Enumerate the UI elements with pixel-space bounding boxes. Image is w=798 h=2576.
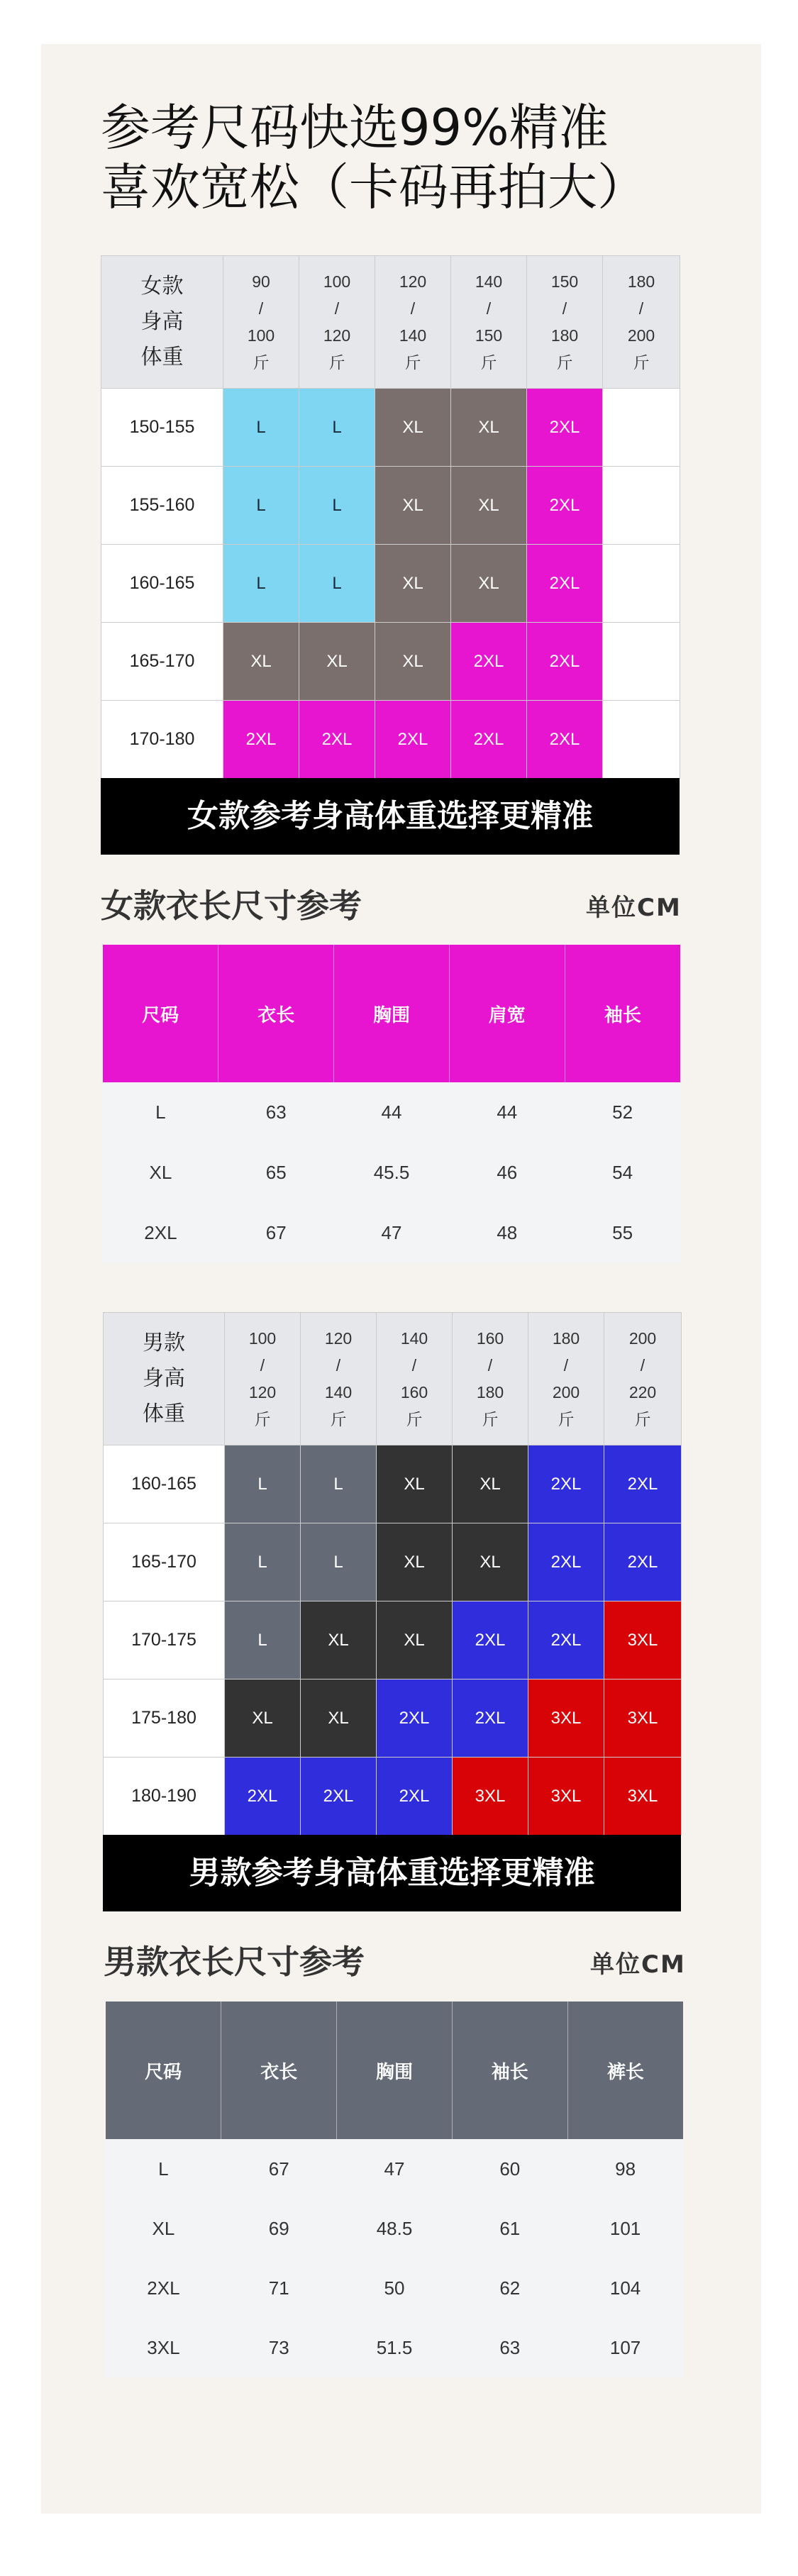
weight-label-part: 斤 — [633, 353, 650, 372]
size-cell: L — [225, 1601, 301, 1680]
page-headline — [101, 98, 697, 217]
column-header: 胸围 — [334, 945, 450, 1082]
grid-corner — [104, 1313, 225, 1445]
size-cell: 2XL — [528, 1523, 604, 1601]
grid-row — [104, 1680, 682, 1758]
height-range-label: 165-170 — [104, 1523, 225, 1601]
grid-row — [101, 467, 680, 545]
height-range-label: 150-155 — [101, 389, 223, 467]
table-cell: 3XL — [106, 2318, 221, 2377]
size-cell: 3XL — [453, 1758, 528, 1836]
size-cell: L — [299, 389, 375, 467]
size-cell: 2XL — [451, 623, 527, 701]
corner-line: 体重 — [143, 1402, 185, 1426]
size-cell: 3XL — [528, 1758, 604, 1836]
height-range-label: 170-180 — [101, 701, 223, 779]
empty-cell — [603, 467, 680, 545]
size-cell: L — [299, 545, 375, 623]
table-cell: 44 — [334, 1082, 450, 1143]
weight-label-part: 180 — [550, 326, 579, 345]
corner-line: 身高 — [143, 1367, 185, 1390]
table-cell: 54 — [565, 1143, 680, 1203]
grid-corner — [101, 256, 223, 389]
size-cell: 2XL — [299, 701, 375, 779]
weight-label-part: / — [334, 299, 340, 318]
size-cell: XL — [377, 1601, 453, 1680]
women-grid-banner: 女款参考身高体重选择更精准 — [101, 778, 680, 855]
table-cell: 63 — [452, 2318, 567, 2377]
table-cell: 47 — [334, 1203, 450, 1263]
size-cell: 3XL — [528, 1680, 604, 1758]
weight-label-part: 100 — [323, 272, 351, 291]
weight-label-part: 100 — [247, 326, 275, 345]
women-sizes-title: 女款衣长尺寸参考 — [101, 887, 362, 925]
women-sizes-unit: 单位CM — [586, 894, 682, 922]
size-cell: 2XL — [453, 1601, 528, 1680]
weight-label-part: 斤 — [634, 1410, 651, 1428]
weight-label-part: 160 — [476, 1329, 504, 1348]
column-header: 裤长 — [567, 2002, 683, 2139]
size-cell: 2XL — [225, 1758, 301, 1836]
height-range-label: 170-175 — [104, 1601, 225, 1680]
weight-label-part: 140 — [399, 326, 427, 345]
size-cell: 2XL — [527, 623, 603, 701]
weight-column-header — [375, 256, 451, 389]
height-range-label: 160-165 — [101, 545, 223, 623]
men-sizes-title: 男款衣长尺寸参考 — [104, 1943, 365, 1981]
weight-label-part: / — [562, 299, 567, 318]
table-cell: 52 — [565, 1082, 680, 1143]
women-size-table — [103, 945, 680, 1263]
weight-label-part: 斤 — [556, 353, 573, 372]
empty-cell — [603, 389, 680, 467]
size-cell: 2XL — [527, 701, 603, 779]
weight-label-part: 斤 — [482, 1410, 499, 1428]
weight-label-part: 180 — [627, 272, 655, 291]
weight-column-header — [451, 256, 527, 389]
table-row — [103, 1082, 680, 1143]
size-cell: XL — [451, 467, 527, 545]
weight-label-part: 斤 — [254, 1410, 271, 1428]
weight-column-header — [225, 1313, 301, 1445]
size-cell: XL — [451, 545, 527, 623]
column-header: 衣长 — [221, 2002, 337, 2139]
size-cell: L — [225, 1523, 301, 1601]
corner-line: 男款 — [143, 1331, 185, 1355]
weight-label-part: / — [563, 1356, 569, 1375]
size-cell: XL — [375, 545, 451, 623]
weight-column-header — [301, 1313, 377, 1445]
size-cell: 2XL — [527, 467, 603, 545]
table-cell: 63 — [218, 1082, 334, 1143]
women-size-grid — [101, 255, 680, 779]
table-cell: XL — [106, 2199, 221, 2258]
grid-row — [101, 623, 680, 701]
weight-column-header — [223, 256, 299, 389]
weight-label-part: / — [411, 1356, 417, 1375]
size-cell: 2XL — [528, 1445, 604, 1523]
column-header: 胸围 — [337, 2002, 453, 2139]
size-cell: XL — [375, 467, 451, 545]
men-size-grid — [103, 1312, 682, 1836]
size-cell: 2XL — [528, 1601, 604, 1680]
table-cell: 98 — [567, 2139, 683, 2199]
table-cell: 47 — [337, 2139, 453, 2199]
table-cell: 107 — [567, 2318, 683, 2377]
weight-label-part: 90 — [252, 272, 270, 291]
table-cell: 44 — [449, 1082, 565, 1143]
table-cell: 48.5 — [337, 2199, 453, 2258]
table-cell: 51.5 — [337, 2318, 453, 2377]
weight-label-part: 120 — [324, 1329, 353, 1348]
size-cell: XL — [453, 1523, 528, 1601]
grid-row — [104, 1601, 682, 1680]
size-cell: XL — [453, 1445, 528, 1523]
table-cell: 55 — [565, 1203, 680, 1263]
size-cell: 2XL — [377, 1680, 453, 1758]
table-row — [106, 2258, 683, 2318]
height-range-label: 180-190 — [104, 1758, 225, 1836]
size-cell: L — [225, 1445, 301, 1523]
table-cell: 60 — [452, 2139, 567, 2199]
weight-label-part: / — [487, 1356, 493, 1375]
table-cell: 67 — [221, 2139, 337, 2199]
table-cell: 73 — [221, 2318, 337, 2377]
empty-cell — [603, 701, 680, 779]
weight-label-part: 斤 — [328, 353, 345, 372]
corner-line: 女款 — [140, 274, 184, 298]
weight-label-part: / — [260, 1356, 265, 1375]
weight-label-part: 斤 — [330, 1410, 347, 1428]
size-cell: 3XL — [604, 1601, 682, 1680]
corner-line: 身高 — [140, 310, 184, 333]
weight-label-part: 200 — [552, 1383, 580, 1401]
weight-label-part: / — [410, 299, 416, 318]
size-cell: 3XL — [604, 1758, 682, 1836]
table-cell: 104 — [567, 2258, 683, 2318]
table-cell: 69 — [221, 2199, 337, 2258]
size-cell: 2XL — [527, 545, 603, 623]
size-cell: 2XL — [375, 701, 451, 779]
men-size-table — [106, 2002, 683, 2377]
grid-row — [101, 389, 680, 467]
column-header: 袖长 — [565, 945, 680, 1082]
table-row — [103, 1143, 680, 1203]
weight-label-part: 220 — [628, 1383, 657, 1401]
table-cell: 2XL — [103, 1203, 218, 1263]
grid-row — [104, 1758, 682, 1836]
size-cell: XL — [299, 623, 375, 701]
column-header: 袖长 — [452, 2002, 567, 2139]
size-cell: XL — [377, 1445, 453, 1523]
column-header: 尺码 — [106, 2002, 221, 2139]
weight-label-part: 120 — [399, 272, 427, 291]
empty-cell — [603, 545, 680, 623]
weight-label-part: / — [638, 299, 644, 318]
size-cell: 2XL — [453, 1680, 528, 1758]
grid-row — [101, 545, 680, 623]
table-cell: 45.5 — [334, 1143, 450, 1203]
size-cell: 2XL — [301, 1758, 377, 1836]
table-cell: 46 — [449, 1143, 565, 1203]
table-cell: 101 — [567, 2199, 683, 2258]
size-cell: L — [223, 389, 299, 467]
weight-label-part: 斤 — [480, 353, 497, 372]
size-cell: 3XL — [604, 1680, 682, 1758]
men-grid-banner: 男款参考身高体重选择更精准 — [103, 1835, 681, 1911]
weight-label-part: 斤 — [558, 1410, 575, 1428]
table-row — [103, 1203, 680, 1263]
size-cell: 2XL — [377, 1758, 453, 1836]
weight-label-part: 150 — [475, 326, 503, 345]
column-header: 尺码 — [103, 945, 218, 1082]
grid-row — [104, 1523, 682, 1601]
headline-line-1: 参考尺码快选99%精准 — [101, 99, 609, 157]
weight-label-part: / — [640, 1356, 645, 1375]
weight-label-part: 180 — [476, 1383, 504, 1401]
column-header: 肩宽 — [449, 945, 565, 1082]
size-cell: L — [301, 1523, 377, 1601]
size-cell: XL — [301, 1601, 377, 1680]
table-cell: 2XL — [106, 2258, 221, 2318]
size-cell: XL — [375, 389, 451, 467]
weight-label-part: 斤 — [406, 1410, 423, 1428]
grid-row — [104, 1445, 682, 1523]
table-row — [106, 2199, 683, 2258]
size-cell: L — [299, 467, 375, 545]
weight-label-part: 140 — [475, 272, 503, 291]
table-row — [106, 2318, 683, 2377]
weight-label-part: 180 — [552, 1329, 580, 1348]
table-cell: XL — [103, 1143, 218, 1203]
weight-label-part: / — [258, 299, 264, 318]
table-cell: 61 — [452, 2199, 567, 2258]
size-cell: XL — [223, 623, 299, 701]
size-cell: 2XL — [527, 389, 603, 467]
column-header: 衣长 — [218, 945, 334, 1082]
size-cell: XL — [375, 623, 451, 701]
size-cell: 2XL — [604, 1523, 682, 1601]
weight-label-part: 斤 — [404, 353, 421, 372]
size-cell: XL — [451, 389, 527, 467]
weight-column-header — [377, 1313, 453, 1445]
size-cell: 2XL — [604, 1445, 682, 1523]
weight-column-header — [299, 256, 375, 389]
height-range-label: 160-165 — [104, 1445, 225, 1523]
weight-label-part: 斤 — [253, 353, 270, 372]
table-cell: L — [106, 2139, 221, 2199]
grid-row — [101, 701, 680, 779]
weight-label-part: 160 — [400, 1383, 428, 1401]
weight-label-part: 100 — [248, 1329, 277, 1348]
table-cell: 50 — [337, 2258, 453, 2318]
table-cell: L — [103, 1082, 218, 1143]
size-cell: L — [301, 1445, 377, 1523]
weight-label-part: 120 — [323, 326, 351, 345]
corner-line: 体重 — [140, 345, 184, 369]
weight-column-header — [453, 1313, 528, 1445]
size-cell: 2XL — [451, 701, 527, 779]
height-range-label: 155-160 — [101, 467, 223, 545]
table-cell: 67 — [218, 1203, 334, 1263]
weight-column-header — [527, 256, 603, 389]
weight-column-header — [528, 1313, 604, 1445]
weight-column-header — [603, 256, 680, 389]
weight-label-part: 200 — [628, 1329, 657, 1348]
height-range-label: 165-170 — [101, 623, 223, 701]
size-cell: XL — [301, 1680, 377, 1758]
size-cell: 2XL — [223, 701, 299, 779]
weight-column-header — [604, 1313, 682, 1445]
weight-label-part: 120 — [248, 1383, 277, 1401]
table-cell: 65 — [218, 1143, 334, 1203]
weight-label-part: 150 — [550, 272, 579, 291]
size-cell: L — [223, 467, 299, 545]
weight-label-part: 140 — [400, 1329, 428, 1348]
weight-label-part: 200 — [627, 326, 655, 345]
headline-line-2: 喜欢宽松（卡码再拍大） — [101, 158, 647, 216]
table-row — [106, 2139, 683, 2199]
height-range-label: 175-180 — [104, 1680, 225, 1758]
weight-label-part: 140 — [324, 1383, 353, 1401]
size-cell: XL — [377, 1523, 453, 1601]
size-cell: L — [223, 545, 299, 623]
weight-label-part: / — [336, 1356, 341, 1375]
table-cell: 62 — [452, 2258, 567, 2318]
table-cell: 48 — [449, 1203, 565, 1263]
size-cell: XL — [225, 1680, 301, 1758]
table-cell: 71 — [221, 2258, 337, 2318]
weight-label-part: / — [486, 299, 492, 318]
empty-cell — [603, 623, 680, 701]
men-sizes-unit: 单位CM — [590, 1950, 686, 1979]
